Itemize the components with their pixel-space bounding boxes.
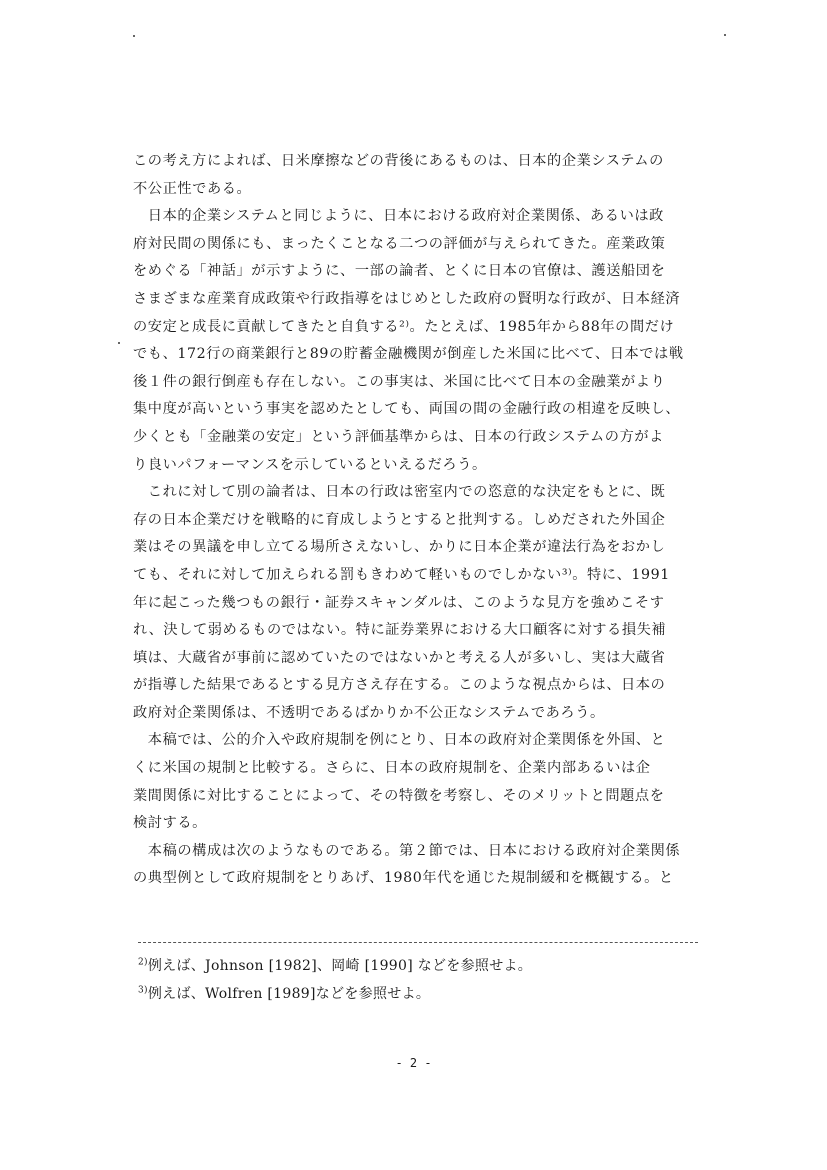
- text-line: この考え方によれば、日米摩擦などの背後にあるものは、日本的企業システムの: [133, 153, 664, 169]
- body-text: [133, 148, 729, 893]
- text-line: 本稿では、公的介入や政府規制を例にとり、日本の政府対企業関係を外国、と: [133, 732, 666, 749]
- footnote-text: 例えば、Wolfren [1989]などを参照せよ。: [147, 986, 431, 1002]
- scan-speck: [133, 35, 135, 37]
- footnote: [138, 952, 738, 980]
- text-line: くに米国の規制と比較する。さらに、日本の政府規制を、企業内部あるいは企: [133, 760, 651, 777]
- text-line: 日本的企業システムと同じように、日本における政府対企業関係、あるいは政: [133, 208, 664, 225]
- text-line: 少くとも「金融業の安定」という評価基準からは、日本の行政システムの方がよ: [133, 428, 664, 445]
- text-line: さまざまな産業育成政策や行政指導をはじめとした政府の賢明な行政が、日本経済: [133, 290, 681, 307]
- text-line: の安定と成長に貢献してきたと自負する²⁾。たとえば、1985年から88年の間だけ: [133, 318, 675, 335]
- text-line: れ、決して弱めるものではない。特に証券業界における大口顧客に対する損失補: [133, 622, 667, 639]
- text-line: 府対民間の関係にも、まったくことなる二つの評価が与えられてきた。産業政策: [133, 235, 666, 252]
- footnote-mark: 3): [138, 985, 148, 996]
- text-line: が指導した結果であるとする見方さえ存在する。このような視点からは、日本の: [133, 677, 666, 694]
- footnote-text: 例えば、Johnson [1982]、岡崎 [1990] などを参照せよ。: [147, 958, 533, 974]
- footnote: [138, 980, 738, 1008]
- text-line: 業間関係に対比することによって、その特徴を考察し、そのメリットと問題点を: [133, 787, 665, 804]
- footnotes: [138, 952, 738, 1008]
- text-line: をめぐる「神話」が示すように、一部の論者、とくに日本の官僚は、護送船団を: [133, 263, 666, 280]
- text-line: 本稿の構成は次のようなものである。第２節では、日本における政府対企業関係: [133, 842, 681, 859]
- text-line: 後１件の銀行倒産も存在しない。この事実は、米国に比べて日本の金融業がより: [133, 373, 666, 390]
- page-number: - 2 -: [395, 1056, 432, 1070]
- text-line: 集中度が高いという事実を認めたとしても、両国の間の金融行政の相違を反映し、: [133, 401, 681, 418]
- footnote-mark: 2): [138, 957, 148, 968]
- text-line: 存の日本企業だけを戦略的に育成しようとすると批判する。しめだされた外国企: [133, 511, 666, 528]
- text-line: でも、172行の商業銀行と89の貯蓄金融機関が倒産した米国に比べて、日本では戦: [133, 346, 684, 363]
- text-line: の典型例として政府規制をとりあげ、1980年代を通じた規制緩和を概観する。と: [133, 870, 674, 887]
- text-line: り良いパフォーマンスを示しているといえるだろう。: [133, 456, 487, 473]
- text-line: ても、それに対して加えられる罰もきわめて軽いものでしかない³⁾。特に、1991: [133, 566, 670, 583]
- text-line: 不公正性である。: [133, 180, 252, 197]
- text-line: 政府対企業関係は、不透明であるばかりか不公正なシステムであろう。: [133, 704, 605, 721]
- text-line: 業はその異議を申し立てる場所さえないし、かりに日本企業が違法行為をおかし: [133, 539, 666, 556]
- footnote-separator: [138, 942, 698, 943]
- text-line: 年に起こった幾つもの銀行・証券スキャンダルは、このような見方を強めこそす: [133, 594, 665, 611]
- text-line: これに対して別の論者は、日本の行政は密室内での恣意的な決定をもとに、既: [133, 484, 666, 501]
- text-line: 検討する。: [133, 815, 207, 832]
- scan-speck: [118, 342, 120, 344]
- text-line: 填は、大蔵省が事前に認めていたのではないかと考える人が多いし、実は大蔵省: [133, 649, 666, 666]
- scan-speck: [724, 34, 726, 36]
